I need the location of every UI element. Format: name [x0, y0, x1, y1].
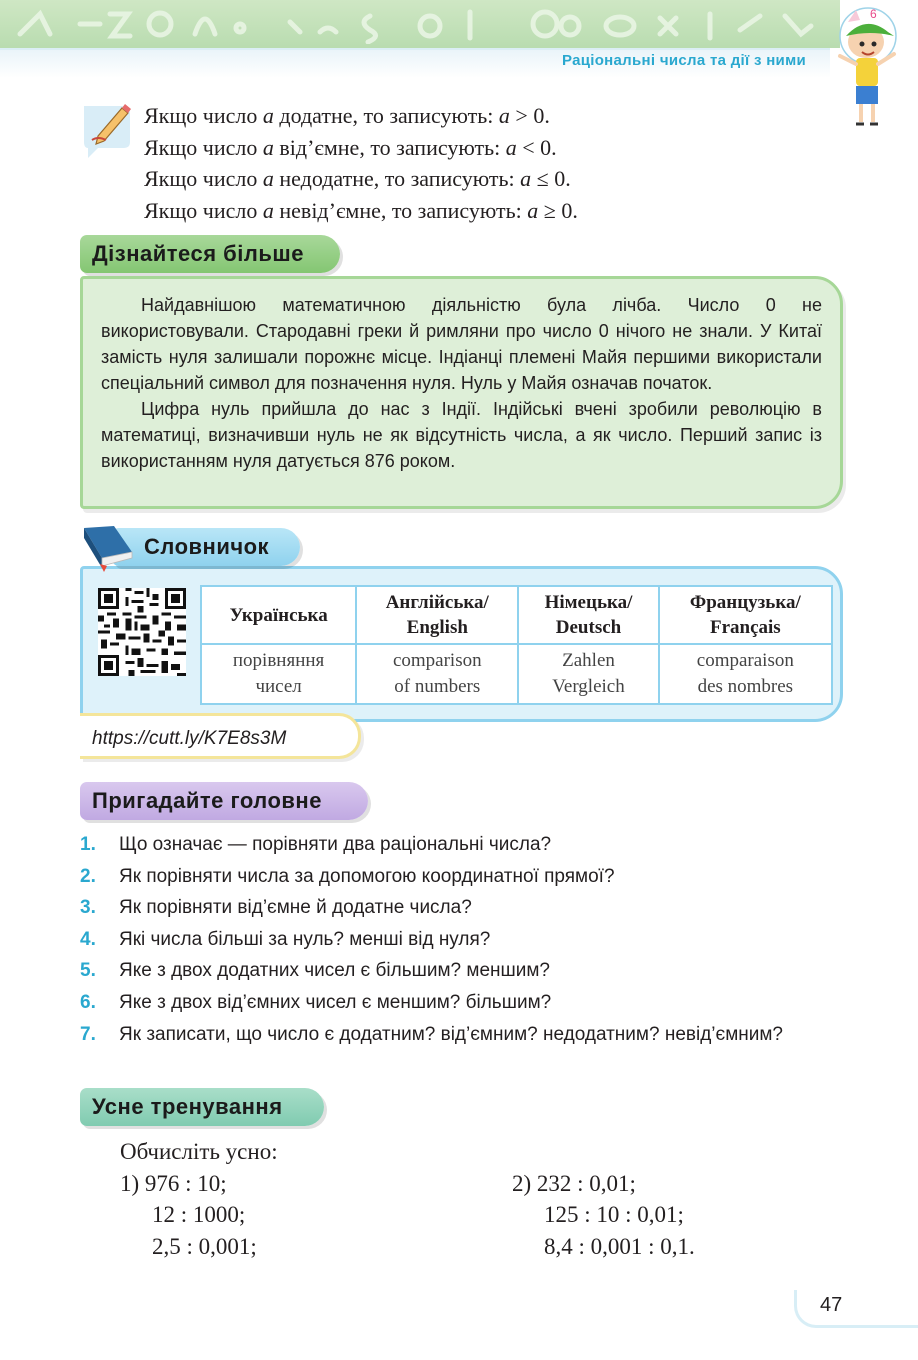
exercise-column-1: [120, 1168, 257, 1263]
dictionary-table: [200, 585, 833, 705]
dictionary-link[interactable]: https://cutt.ly/K7E8s3M: [92, 728, 287, 749]
exercise-item: 12 : 1000;: [152, 1202, 246, 1227]
list-item: 7. Як записати, що число є додатним? від’ємним? недодатним? невід’ємним?: [80, 1023, 783, 1045]
exercise-item: 1) 976 : 10;: [120, 1170, 227, 1196]
review-questions: [80, 832, 844, 1053]
list-item: 1. Що означає — порівняти два раціональні числа?: [80, 834, 552, 855]
page-number: 47: [820, 1294, 843, 1316]
book-icon: [80, 522, 138, 572]
oral-instruction: Обчисліть усно:: [120, 1139, 278, 1164]
exercise-item: 2,5 : 0,001;: [152, 1233, 257, 1259]
column-header-german: Німецька/ Deutsch: [518, 586, 658, 644]
cell-english: comparison of numbers: [356, 644, 518, 704]
cell-german: Zahlen Vergleich: [518, 644, 658, 704]
qr-code-icon[interactable]: [98, 588, 186, 676]
column-header-english: Англійська/ English: [356, 586, 518, 644]
exercise-item: 8,4 : 0,001 : 0,1.: [544, 1233, 695, 1259]
learn-more-paragraph: Найдавнішою математичною діяльністю була лічба. Число 0 не використовували. Стародавні греки й римляни про число 0 нічого не знали. У Китаї замість нуля залишали порожнє місце. Індіанці племені Майя першими використали спеціальний символ для позначення нуля. Нуль у Майя означав початок.: [101, 295, 822, 393]
learn-more-title: Дізнайтеся більше: [80, 235, 340, 273]
running-header: Раціональні числа та дії з ними: [561, 52, 806, 69]
list-item: 3. Як порівняти від’ємне й додатне числа?: [80, 897, 472, 919]
list-item: 6. Яке з двох від’ємних чисел є меншим? більшим?: [80, 991, 552, 1013]
sign-rule-nonpositive: Якщо число a недодатне, то записують: a ≤ 0.: [144, 166, 571, 191]
cell-ukrainian: порівняння чисел: [201, 644, 356, 704]
header-decor-strip: [0, 0, 840, 48]
page-number-tab: [794, 1290, 918, 1328]
column-header-french: Французька/ Français: [659, 586, 832, 644]
sign-rule-negative: Якщо число a від’ємне, то записують: a < 0.: [144, 134, 557, 160]
oral-training-title: Усне тренування: [80, 1088, 324, 1126]
learn-more-paragraph: Цифра нуль прийшла до нас з Індії. Індійські вчені зробили революцію в математиці, визначивши нуль не як відсутність числа, а як число. Перший запис із використанням нуля датується 876 роком.: [101, 399, 822, 471]
exercise-item: 2) 232 : 0,01;: [512, 1170, 636, 1196]
svg-text:6: 6: [870, 7, 877, 21]
exercise-column-2: [512, 1168, 695, 1263]
sign-rule-positive: Якщо число a додатне, то записують: a > 0.: [144, 103, 550, 128]
oral-exercises: [120, 1136, 695, 1259]
sign-rule-nonnegative: Якщо число a невід’ємне, то записують: a ≥ 0.: [144, 197, 578, 223]
table-row: [201, 644, 832, 704]
list-item: 2. Як порівняти числа за допомогою координатної прямої?: [80, 865, 615, 887]
column-header-ukrainian: Українська: [201, 586, 356, 644]
sign-rules: [144, 100, 578, 226]
learn-more-box: [80, 276, 843, 509]
list-item: 4. Які числа більші за нуль? менші від нуля?: [80, 928, 491, 950]
mascot-boy-icon: [826, 2, 918, 132]
dictionary-title: Словничок: [112, 528, 300, 566]
exercise-item: 125 : 10 : 0,01;: [544, 1202, 684, 1227]
table-row: [201, 586, 832, 644]
list-item: 5. Яке з двох додатних чисел є більшим? меншим?: [80, 960, 550, 982]
review-title: Пригадайте головне: [80, 782, 368, 820]
pencil-note-icon: [80, 100, 136, 160]
cell-french: comparaison des nombres: [659, 644, 832, 704]
math-doodles-icon: [0, 4, 840, 44]
